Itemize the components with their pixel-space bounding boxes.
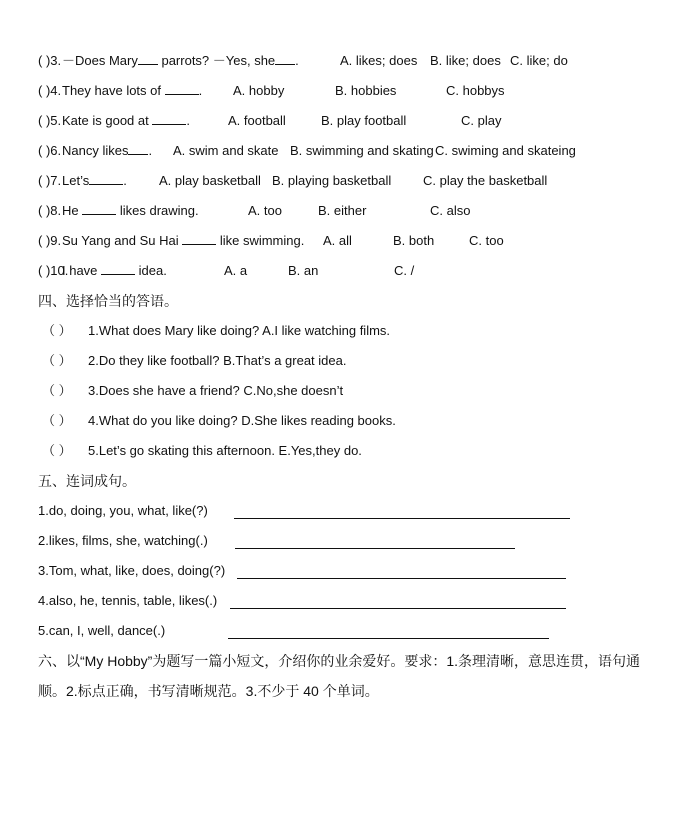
option-b: B. both (393, 233, 435, 248)
option-c: C. like; do (510, 53, 568, 68)
option-c: C. swiming and skateing (435, 143, 576, 158)
question-3: ( )3. －Does Mary parrots? －Yes, she . A. likes; does B. like; does C. like; do (38, 53, 568, 68)
question-7: ( )7. Let’s . A. play basketball B. playing basketball C. play the basketball (38, 173, 548, 188)
question-6: ( )6. Nancy likes . A. swim and skate B. swimming and skating C. swiming and skateing (38, 143, 576, 158)
sentence-item-5: 5.can, I, well, dance(.) (38, 623, 166, 638)
option-b: B. like; does (430, 53, 501, 68)
answer-bracket: ( )4. (38, 83, 62, 98)
option-a: A. a (224, 263, 248, 278)
option-b: B. an (288, 263, 319, 278)
answer-bracket: （ ） (42, 413, 72, 428)
question-9: ( )9. Su Yang and Su Hai like swimming. A. all B. both C. too (38, 233, 504, 248)
option-a: A. hobby (233, 83, 285, 98)
option-b: B. swimming and skating (290, 143, 434, 158)
answer-bracket: （ ） (42, 323, 72, 338)
blank (128, 142, 148, 155)
answer-bracket: ( )3. (38, 53, 62, 68)
blank (101, 262, 135, 275)
answer-bracket: ( )7. (38, 173, 62, 188)
option-c: C. hobbys (446, 83, 505, 98)
sentence-item-1: 1.do, doing, you, what, like(?) (38, 503, 208, 518)
blank (89, 172, 123, 185)
answer-line-1[interactable] (234, 517, 570, 519)
question-5: ( )5. Kate is good at . A. football B. play football C. play (38, 113, 502, 128)
blank (182, 232, 216, 245)
option-c: C. too (469, 233, 504, 248)
section-6-prompt: 六、以“My Hobby”为题写一篇小短文，介绍你的业余爱好。要求：1.条理清晰，意思连贯，语句通顺。2.标点正确，书写清晰规范。3.不少于 40 个单词。 (38, 653, 641, 699)
answer-bracket: ( )10. (38, 263, 69, 278)
option-c: C. / (394, 263, 415, 278)
answer-bracket: ( )6. (38, 143, 62, 158)
answer-bracket: （ ） (42, 353, 72, 368)
option-c: C. also (430, 203, 471, 218)
question-8: ( )8. He likes drawing. A. too B. either C. also (38, 203, 471, 218)
option-a: A. play basketball (159, 173, 261, 188)
answer-bracket: ( )8. (38, 203, 62, 218)
answer-line-3[interactable] (237, 577, 566, 579)
option-a: A. swim and skate (173, 143, 279, 158)
option-a: A. too (248, 203, 282, 218)
blank (165, 82, 199, 95)
sentence-item-3: 3.Tom, what, like, does, doing(?) (38, 563, 226, 578)
question-4: ( )4. They have lots of . A. hobby B. hobbies C. hobbys (38, 83, 505, 98)
answer-bracket: （ ） (42, 383, 72, 398)
option-b: B. hobbies (335, 83, 397, 98)
option-a: A. all (323, 233, 352, 248)
question-10: ( )10. I have idea. A. a B. an C. / (38, 263, 415, 278)
answer-line-5[interactable] (228, 637, 549, 639)
sentence-item-2: 2.likes, films, she, watching(.) (38, 533, 208, 548)
blank (138, 52, 158, 65)
option-b: B. play football (321, 113, 407, 128)
worksheet-page: ( )3. －Does Mary parrots? －Yes, she . A. likes; does B. like; does C. like; do ( )4. They have lots of . A. hobby B. hobbies C. hobbys ( )5. Kate is good at . A. football B. play football C. play ( )6. Nancy likes . A. swim and skate B. swimming and skating C. swiming and skateing ( )7. Let’s . A. play basketball B. playing basketball C. play the basketball ( )8. He likes drawing. A. too B. either C. also ( )9. Su Yang and Su Hai like swimming. A. all B. both C. too ( )10. I have idea. A. a B. an C. / 四、选择恰当的答语。 （ ） 1.What does Mary like doing? A.I like watching films. （ ） 2.Do they like football? B.That’s a great idea. （ ） 3.Does she have a friend? C.No,she doesn’t （ ） 4.What do you like doing? D.She likes reading books. （ ） 5.Let’s go skating this afternoon. E.Yes,they do. 五、连词成句。 1.do, doing, you, what, like(?) 2.likes, films, she, watching(.) 3.Tom, what, like, does, doing(?) 4.also, he, tennis, table, likes(.) 5.can, I, well, dance(.) 六、以“My Hobby”为题写一篇小短文，介绍你的业余爱好。要求：1.条理清晰，意思连贯，语句通顺。2.标点正确，书写清晰规范。3.不少于 40 个单词。 (0, 0, 697, 818)
answer-line-2[interactable] (235, 547, 515, 549)
blank (152, 112, 186, 125)
section-5-heading: 五、连词成句。 (38, 473, 136, 489)
option-b: B. either (318, 203, 367, 218)
option-b: B. playing basketball (272, 173, 392, 188)
answer-bracket: （ ） (42, 443, 72, 458)
option-a: A. football (228, 113, 286, 128)
option-c: C. play the basketball (423, 173, 548, 188)
option-c: C. play (461, 113, 502, 128)
section-4-heading: 四、选择恰当的答语。 (38, 293, 178, 309)
option-a: A. likes; does (340, 53, 418, 68)
blank (275, 52, 295, 65)
answer-bracket: ( )5. (38, 113, 62, 128)
blank (82, 202, 116, 215)
sentence-item-4: 4.also, he, tennis, table, likes(.) (38, 593, 218, 608)
answer-line-4[interactable] (230, 607, 566, 609)
answer-bracket: ( )9. (38, 233, 62, 248)
